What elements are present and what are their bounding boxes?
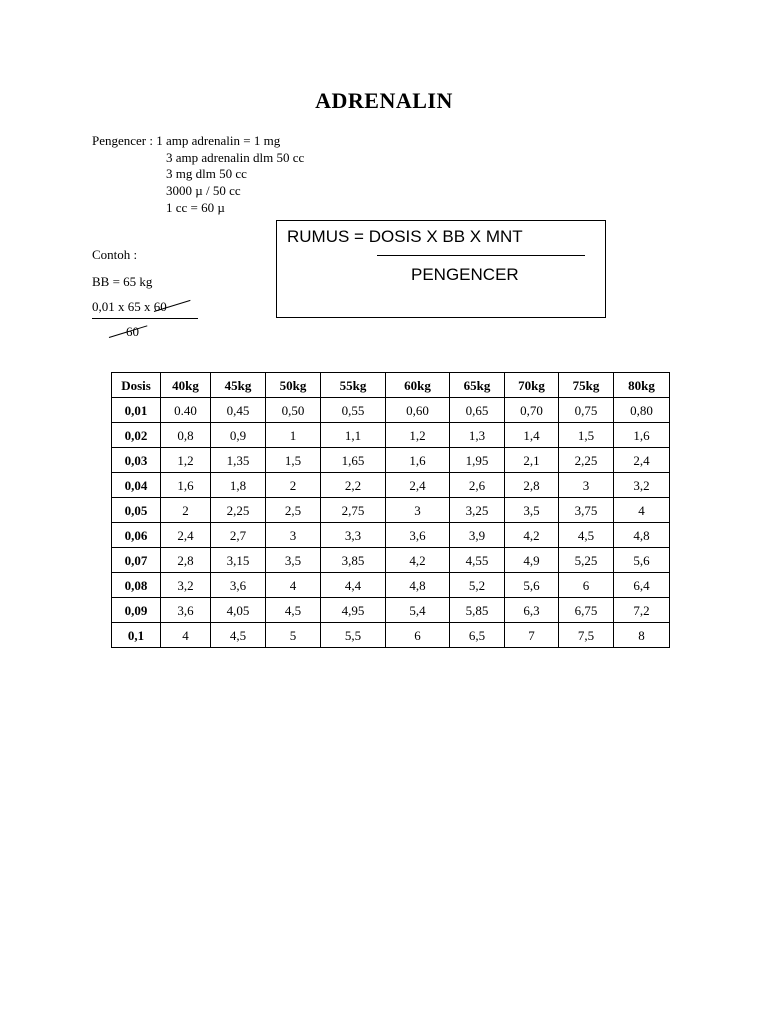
table-cell: 0,50: [266, 398, 321, 423]
table-cell: 2,6: [450, 473, 505, 498]
dosis-cell: 0,1: [112, 623, 161, 648]
table-cell: 0,55: [321, 398, 386, 423]
formula-box: [276, 220, 606, 318]
table-cell: 4,5: [211, 623, 266, 648]
table-row: [112, 523, 670, 548]
formula-denominator: PENGENCER: [411, 265, 519, 284]
pengencer-line: 1 amp adrenalin = 1 mg: [156, 133, 281, 148]
table-cell: 3,5: [266, 548, 321, 573]
table-cell: 3,2: [614, 473, 670, 498]
table-cell: 0,9: [211, 423, 266, 448]
table-cell: 2,8: [505, 473, 559, 498]
table-cell: 2,25: [559, 448, 614, 473]
table-cell: 2,25: [211, 498, 266, 523]
table-cell: 2,4: [614, 448, 670, 473]
table-cell: 0,70: [505, 398, 559, 423]
table-cell: 1,3: [450, 423, 505, 448]
table-cell: 0,65: [450, 398, 505, 423]
table-cell: 5,85: [450, 598, 505, 623]
table-cell: 3,3: [321, 523, 386, 548]
dosis-cell: 0,05: [112, 498, 161, 523]
table-cell: 2,4: [161, 523, 211, 548]
table-cell: 4,8: [386, 573, 450, 598]
table-cell: 3: [266, 523, 321, 548]
table-cell: 3,25: [450, 498, 505, 523]
column-header: 70kg: [505, 373, 559, 398]
pengencer-label: Pengencer :: [92, 133, 157, 148]
table-cell: 2,4: [386, 473, 450, 498]
column-header: 50kg: [266, 373, 321, 398]
table-cell: 5,4: [386, 598, 450, 623]
table-cell: 3: [559, 473, 614, 498]
table-header-row: [112, 373, 670, 398]
table-cell: 4,8: [614, 523, 670, 548]
table-cell: 1,8: [211, 473, 266, 498]
contoh-fraction-line: [92, 318, 198, 319]
table-cell: 1,6: [614, 423, 670, 448]
table-cell: 4: [161, 623, 211, 648]
column-header: 45kg: [211, 373, 266, 398]
table-row: [112, 473, 670, 498]
pengencer-line: 3 amp adrenalin dlm 50 cc: [166, 150, 305, 165]
table-cell: 7,2: [614, 598, 670, 623]
table-cell: 8: [614, 623, 670, 648]
table-cell: 3,6: [161, 598, 211, 623]
table-row: [112, 623, 670, 648]
table-cell: 2,8: [161, 548, 211, 573]
table-cell: 3,6: [211, 573, 266, 598]
pengencer-line: 3 mg dlm 50 cc: [166, 166, 247, 181]
table-cell: 4,5: [559, 523, 614, 548]
table-cell: 6,5: [450, 623, 505, 648]
table-cell: 5,5: [321, 623, 386, 648]
table-cell: 4,95: [321, 598, 386, 623]
table-cell: 4: [266, 573, 321, 598]
dosis-cell: 0,06: [112, 523, 161, 548]
table-cell: 2,1: [505, 448, 559, 473]
table-row: [112, 448, 670, 473]
table-cell: 4,2: [505, 523, 559, 548]
table-cell: 1,2: [386, 423, 450, 448]
table-cell: 6: [386, 623, 450, 648]
table-row: [112, 573, 670, 598]
table-cell: 3,75: [559, 498, 614, 523]
dosis-cell: 0,01: [112, 398, 161, 423]
column-header: 40kg: [161, 373, 211, 398]
table-cell: 6,75: [559, 598, 614, 623]
table-cell: 4,5: [266, 598, 321, 623]
table-cell: 5,6: [614, 548, 670, 573]
table-row: [112, 398, 670, 423]
table-cell: 1,6: [161, 473, 211, 498]
table-row: [112, 423, 670, 448]
table-cell: 5,25: [559, 548, 614, 573]
table-cell: 1,5: [559, 423, 614, 448]
table-cell: 1,2: [161, 448, 211, 473]
table-cell: 1,1: [321, 423, 386, 448]
table-cell: 4: [614, 498, 670, 523]
formula-numerator: RUMUS = DOSIS X BB X MNT: [287, 227, 523, 246]
table-cell: 1,4: [505, 423, 559, 448]
dosis-cell: 0,08: [112, 573, 161, 598]
table-cell: 6,3: [505, 598, 559, 623]
table-cell: 1,5: [266, 448, 321, 473]
table-body: [112, 398, 670, 648]
table-cell: 7: [505, 623, 559, 648]
table-cell: 0,80: [614, 398, 670, 423]
pengencer-row-1: [92, 132, 280, 149]
dosis-cell: 0,04: [112, 473, 161, 498]
column-header: Dosis: [112, 373, 161, 398]
formula-fraction-line: [377, 255, 585, 256]
table-cell: 0,60: [386, 398, 450, 423]
column-header: 80kg: [614, 373, 670, 398]
contoh-denominator: 60: [126, 324, 139, 339]
table-cell: 6,4: [614, 573, 670, 598]
table-cell: 0.40: [161, 398, 211, 423]
table-cell: 6: [559, 573, 614, 598]
table-row: [112, 598, 670, 623]
table-row: [112, 498, 670, 523]
table-cell: 2,7: [211, 523, 266, 548]
table-cell: 3,5: [505, 498, 559, 523]
table-cell: 3,9: [450, 523, 505, 548]
table-cell: 1,6: [386, 448, 450, 473]
contoh-bb: BB = 65 kg: [92, 274, 153, 289]
table-cell: 4,05: [211, 598, 266, 623]
table-cell: 1,35: [211, 448, 266, 473]
table-row: [112, 548, 670, 573]
table-cell: 4,4: [321, 573, 386, 598]
table-cell: 0,45: [211, 398, 266, 423]
table-cell: 0,8: [161, 423, 211, 448]
table-cell: 4,2: [386, 548, 450, 573]
table-cell: 4,55: [450, 548, 505, 573]
table-cell: 3,85: [321, 548, 386, 573]
table-cell: 2,5: [266, 498, 321, 523]
table-cell: 2,75: [321, 498, 386, 523]
table-cell: 7,5: [559, 623, 614, 648]
table-cell: 2: [161, 498, 211, 523]
table-cell: 5,6: [505, 573, 559, 598]
table-cell: 5: [266, 623, 321, 648]
pengencer-line: 3000 µ / 50 cc: [166, 183, 241, 198]
table-cell: 3: [386, 498, 450, 523]
dosis-cell: 0,09: [112, 598, 161, 623]
table-cell: 0,75: [559, 398, 614, 423]
contoh-label: Contoh :: [92, 247, 138, 262]
dose-table: [111, 372, 670, 648]
column-header: 75kg: [559, 373, 614, 398]
table-cell: 3,2: [161, 573, 211, 598]
dosis-cell: 0,03: [112, 448, 161, 473]
table-cell: 5,2: [450, 573, 505, 598]
column-header: 60kg: [386, 373, 450, 398]
table-cell: 1,95: [450, 448, 505, 473]
document-title: ADRENALIN: [315, 88, 453, 113]
pengencer-line: 1 cc = 60 µ: [166, 200, 225, 215]
contoh-numerator: 0,01 x 65 x 60: [92, 299, 167, 314]
column-header: 65kg: [450, 373, 505, 398]
table-cell: 1: [266, 423, 321, 448]
table-cell: 4,9: [505, 548, 559, 573]
table-cell: 3,15: [211, 548, 266, 573]
table-cell: 2,2: [321, 473, 386, 498]
table-cell: 2: [266, 473, 321, 498]
dosis-cell: 0,02: [112, 423, 161, 448]
column-header: 55kg: [321, 373, 386, 398]
dosis-cell: 0,07: [112, 548, 161, 573]
table-cell: 3,6: [386, 523, 450, 548]
table-cell: 1,65: [321, 448, 386, 473]
